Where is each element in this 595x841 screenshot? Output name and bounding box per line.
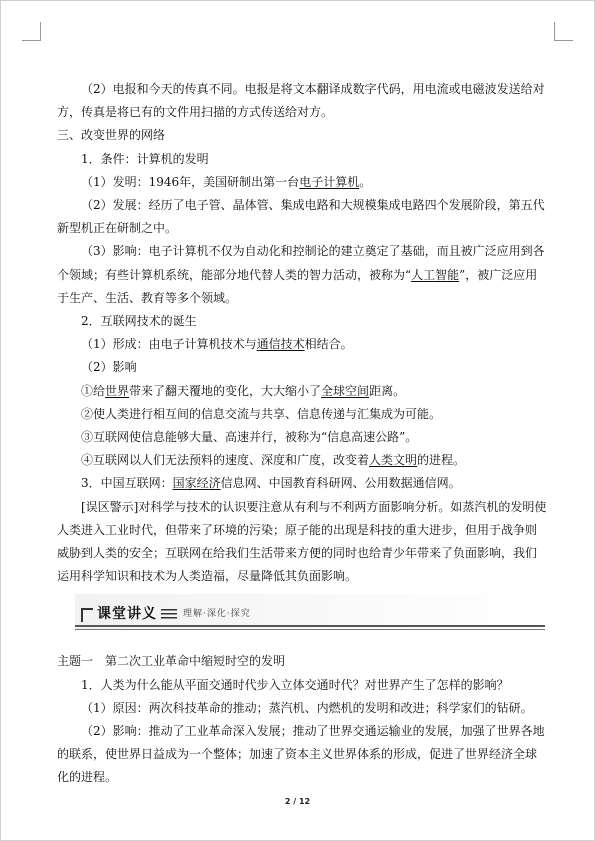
paragraph: [57, 310, 547, 333]
crop-mark-top-right: [554, 22, 573, 41]
paragraph: [57, 426, 547, 449]
banner-subtitle: 理解·深化·探究: [183, 609, 251, 620]
paragraph: [57, 194, 547, 240]
crop-mark-top-left: [22, 22, 41, 41]
underlined-term: 全球空间: [321, 383, 370, 398]
text-run: （1）发明：1946年，美国研制出第一台: [81, 174, 300, 189]
paragraph: [57, 171, 547, 194]
paragraph: [57, 674, 547, 697]
text-run: 3．中国互联网：: [81, 476, 173, 491]
underlined-term: 人类文明: [369, 453, 418, 468]
text-run: 距离。: [369, 383, 406, 398]
text-run: （2）影响: [81, 360, 137, 375]
text-run: ④互联网以人们无法预料的速度、深度和广度，改变着: [81, 453, 370, 468]
text-run: ③互联网使信息能够大量、高速并行，被称为“信息高速公路”。: [81, 430, 418, 445]
text-run: 1．人类为什么能从平面交通时代步入立体交通时代？对世界产生了怎样的影响？: [81, 677, 509, 692]
text-run: （1）形成：由电子计算机技术与: [81, 337, 257, 352]
paragraph: [57, 240, 547, 310]
text-run: ②使人类进行相互间的信息交流与共享、信息传递与汇集成为可能。: [81, 406, 442, 421]
text-run: 的进程。: [417, 453, 466, 468]
paragraph: [57, 333, 547, 356]
paragraph: [57, 124, 547, 147]
paragraph: [57, 472, 547, 495]
text-run: [误区警示]对科学与技术的认识要注意从有利与不利两方面影响分析。如蒸汽机的发明使人类进入工业时代，但带来了环境的污染；原子能的出现是科技的重大进步，但用于战争则威胁到人类的安全；互联网在给我们生活带来方便的同时也给青少年带来了负面影响，我们运用科学知识和技术为人类造福，尽量降低其负面影响。: [57, 499, 547, 584]
text-run: 2．互联网技术的诞生: [81, 314, 197, 329]
paragraph: [57, 650, 547, 673]
paragraph: [57, 380, 547, 403]
paragraph: [57, 356, 547, 379]
underlined-term: 世界: [105, 383, 130, 398]
paragraph: [57, 496, 547, 589]
banner-rule-thin: [75, 629, 545, 630]
text-run: ”，被广泛应用于生产、生活、教育等多个领域。: [57, 267, 538, 305]
text-run: （3）影响：电子计算机不仅为自动化和控制论的建立奠定了基础，而且被广泛应用到各个领域；有些计算机系统，能部分地代替人类的智力活动，被称为“: [57, 244, 545, 282]
lines-icon: [161, 609, 177, 621]
paragraph: [57, 697, 547, 720]
paragraph: [57, 720, 547, 790]
banner-title: 课堂讲义: [97, 606, 157, 623]
text-run: （2）影响：推动了工业革命深入发展；推动了世界交通运输业的发展，加强了世界各地的联系，使世界日益成为一个整体；加速了资本主义世界体系的形成，促进了世界经济全球化的进程。: [57, 724, 545, 785]
text-run: 三、改变世界的网络: [57, 128, 166, 143]
text-run: 信息网、中国教育科研网、公用数据通信网。: [220, 476, 461, 491]
section-topic-one: [57, 650, 547, 789]
text-run: 1．条件：计算机的发明: [81, 151, 209, 166]
paragraph: [57, 78, 547, 124]
paragraph: [57, 403, 547, 426]
page-number: 2 / 12: [284, 797, 311, 806]
text-run: 主题一 第二次工业革命中缩短时空的发明: [57, 654, 286, 669]
banner-heading: [81, 603, 251, 626]
text-run: 相结合。: [304, 337, 353, 352]
section-network: [57, 78, 547, 588]
underlined-term: 人工智能: [411, 267, 460, 282]
text-run: （2）发展：经历了电子管、晶体管、集成电路和大规模集成电路四个发展阶段，第五代新型机正在研制之中。: [57, 198, 545, 236]
text-run: 。: [359, 174, 372, 189]
paragraph: [57, 449, 547, 472]
underlined-term: 通信技术: [256, 337, 305, 352]
text-run: （1）原因：两次科技革命的推动；蒸汽机、内燃机的发明和改进；科学家们的钻研。: [81, 700, 533, 715]
bracket-icon: [81, 608, 93, 622]
underlined-term: 电子计算机: [299, 174, 360, 189]
text-run: 带来了翻天覆地的变化，大大缩小了: [129, 383, 322, 398]
text-run: ①给: [81, 383, 106, 398]
paragraph: [57, 148, 547, 171]
underlined-term: 国家经济: [172, 476, 221, 491]
document-body: [57, 78, 547, 790]
lecture-banner: [75, 594, 545, 630]
text-run: （2）电报和今天的传真不同。电报是将文本翻译成数字代码，用电流或电磁波发送给对方，传真是将已有的文件用扫描的方式传送给对方。: [57, 82, 545, 120]
